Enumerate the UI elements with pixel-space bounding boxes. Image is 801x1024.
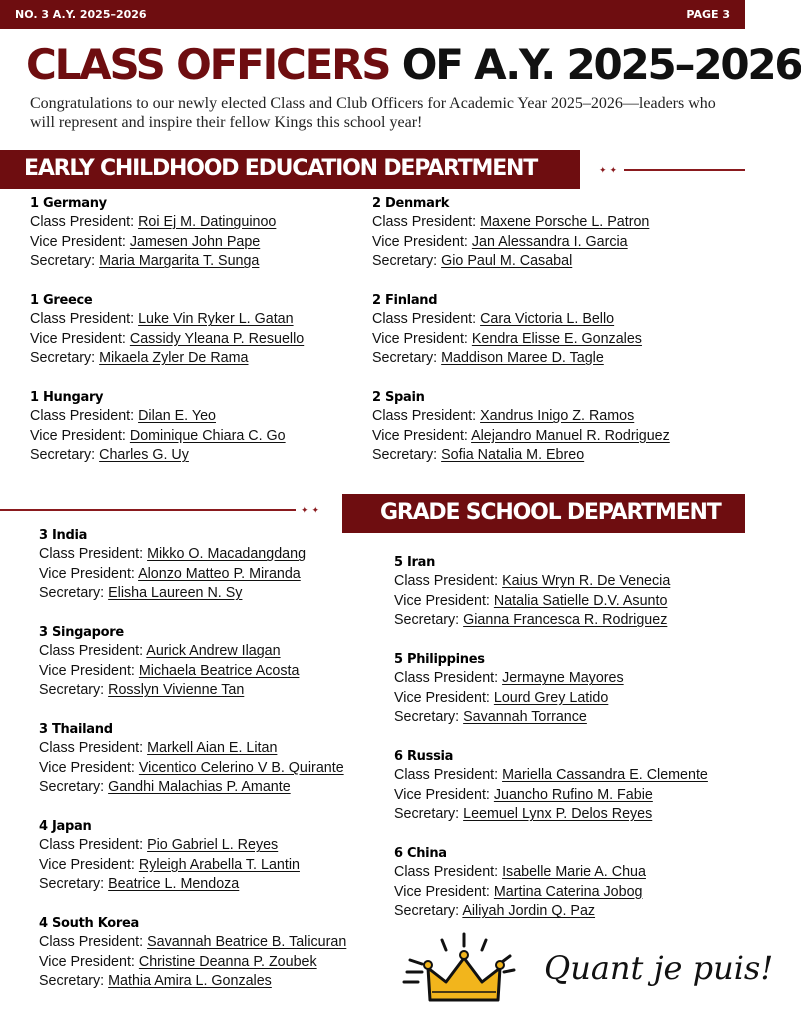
role-label: Vice President: — [39, 953, 139, 970]
class-block — [372, 388, 670, 466]
vice-president-row — [372, 427, 670, 446]
vice-president-name: Martina Caterina Jobog — [493, 883, 643, 900]
president-name: Xandrus Inigo Z. Ramos — [480, 408, 635, 425]
secretary-name: Maria Margarita T. Sunga — [99, 253, 260, 270]
vice-president-name: Natalia Satielle D.V. Asunto — [493, 592, 668, 609]
president-name: Maxene Porsche L. Patron — [480, 214, 650, 231]
role-label: Secretary: — [39, 973, 109, 990]
vice-president-row — [372, 330, 642, 349]
president-row — [39, 545, 306, 564]
class-block — [39, 526, 306, 604]
secretary-name: Leemuel Lynx P. Delos Reyes — [463, 806, 653, 823]
president-row — [30, 310, 304, 329]
role-label: Class President: — [394, 670, 503, 687]
role-label: Vice President: — [30, 330, 130, 347]
vice-president-row — [372, 233, 649, 252]
top-bar — [0, 0, 745, 29]
president-row — [39, 739, 344, 758]
class-name: 4 South Korea — [39, 916, 139, 931]
secretary-row — [30, 446, 286, 465]
president-name: Mariella Cassandra E. Clemente — [502, 767, 708, 784]
secretary-row — [30, 349, 304, 368]
class-name: 3 Singapore — [39, 625, 124, 640]
role-label: Secretary: — [39, 779, 109, 796]
role-label: Class President: — [394, 573, 503, 590]
role-label: Class President: — [30, 408, 139, 425]
title-part-2: OF A.Y. 2025–2026 — [389, 40, 801, 89]
president-name: Savannah Beatrice B. Talicuran — [147, 934, 347, 951]
role-label: Secretary: — [372, 350, 442, 367]
role-label: Class President: — [39, 643, 147, 660]
page-number: PAGE 3 — [686, 8, 730, 21]
president-name: Mikko O. Macadangdang — [147, 546, 307, 563]
secretary-row — [394, 708, 624, 727]
vice-president-name: Alejandro Manuel R. Rodriguez — [471, 427, 670, 444]
vice-president-row — [394, 592, 670, 611]
president-name: Cara Victoria L. Bello — [480, 311, 615, 328]
crown-icon — [402, 930, 532, 1010]
motto-text: Quant je puis! — [544, 949, 774, 987]
class-block — [372, 194, 649, 272]
president-row — [39, 836, 300, 855]
role-label: Secretary: — [394, 612, 464, 629]
role-label: Vice President: — [394, 689, 494, 706]
role-label: Secretary: — [30, 253, 100, 270]
section-banner-gs: GRADE SCHOOL DEPARTMENT — [342, 494, 745, 533]
role-label: Vice President: — [39, 662, 139, 679]
role-label: Vice President: — [39, 856, 139, 873]
role-label: Class President: — [39, 740, 148, 757]
secretary-row — [394, 611, 670, 630]
vice-president-name: Alonzo Matteo P. Miranda — [138, 565, 301, 582]
secretary-row — [39, 972, 346, 991]
role-label: Vice President: — [372, 427, 472, 444]
role-label: Secretary: — [39, 585, 109, 602]
role-label: Class President: — [394, 767, 503, 784]
role-label: Class President: — [39, 934, 148, 951]
secretary-name: Mikaela Zyler De Rama — [99, 350, 249, 367]
vice-president-row — [39, 662, 299, 681]
class-name: 1 Hungary — [30, 390, 104, 405]
page-title — [26, 40, 801, 90]
vice-president-row — [39, 565, 306, 584]
vice-president-name: Vicentico Celerino V B. Quirante — [138, 759, 344, 776]
role-label: Secretary: — [394, 903, 463, 920]
class-name: 3 India — [39, 528, 88, 543]
section-banner-ece: EARLY CHILDHOOD EDUCATION DEPARTMENT — [0, 150, 580, 189]
role-label: Secretary: — [394, 806, 464, 823]
secretary-name: Charles G. Uy — [99, 447, 189, 464]
class-block — [39, 914, 346, 992]
president-row — [39, 933, 346, 952]
divider-line — [0, 509, 296, 511]
vice-president-name: Jan Alessandra I. Garcia — [471, 233, 628, 250]
role-label: Secretary: — [30, 350, 100, 367]
president-name: Isabelle Marie A. Chua — [502, 864, 646, 881]
president-name: Markell Aian E. Litan — [147, 740, 278, 757]
vice-president-row — [394, 786, 708, 805]
president-row — [394, 572, 670, 591]
vice-president-name: Ryleigh Arabella T. Lantin — [138, 856, 300, 873]
class-name: 5 Iran — [394, 555, 436, 570]
vice-president-row — [394, 883, 646, 902]
role-label: Class President: — [30, 214, 139, 231]
president-name: Roi Ej M. Datinguinoo — [138, 214, 277, 231]
president-name: Kaius Wryn R. De Venecia — [502, 573, 671, 590]
role-label: Class President: — [372, 214, 481, 231]
secretary-row — [39, 584, 306, 603]
role-label: Vice President: — [394, 592, 494, 609]
president-row — [394, 669, 624, 688]
secretary-row — [372, 252, 649, 271]
secretary-row — [39, 681, 299, 700]
class-block — [394, 747, 708, 825]
role-label: Secretary: — [30, 447, 100, 464]
issue-label: NO. 3 A.Y. 2025–2026 — [15, 8, 147, 21]
secretary-name: Gio Paul M. Casabal — [441, 253, 573, 270]
president-name: Luke Vin Ryker L. Gatan — [138, 311, 294, 328]
motto — [540, 933, 774, 1013]
role-label: Class President: — [30, 311, 139, 328]
secretary-row — [39, 778, 344, 797]
class-block — [394, 844, 646, 922]
secretary-row — [372, 446, 670, 465]
secretary-name: Savannah Torrance — [463, 709, 587, 726]
class-block — [39, 720, 344, 798]
secretary-name: Gianna Francesca R. Rodriguez — [463, 612, 668, 629]
vice-president-name: Dominique Chiara C. Go — [129, 427, 286, 444]
role-label: Vice President: — [30, 233, 130, 250]
class-block — [394, 553, 670, 631]
role-label: Vice President: — [394, 786, 494, 803]
class-name: 2 Finland — [372, 293, 438, 308]
class-name: 4 Japan — [39, 819, 92, 834]
vice-president-name: Christine Deanna P. Zoubek — [138, 953, 317, 970]
vice-president-row — [30, 427, 286, 446]
role-label: Class President: — [372, 408, 481, 425]
role-label: Vice President: — [39, 759, 139, 776]
class-name: 2 Denmark — [372, 196, 450, 211]
president-row — [30, 407, 286, 426]
class-block — [30, 388, 286, 466]
secretary-name: Gandhi Malachias P. Amante — [108, 779, 291, 796]
role-label: Class President: — [372, 311, 481, 328]
vice-president-row — [394, 689, 624, 708]
secretary-row — [394, 902, 646, 921]
role-label: Secretary: — [39, 876, 109, 893]
secretary-name: Beatrice L. Mendoza — [108, 876, 240, 893]
secretary-row — [394, 805, 708, 824]
vice-president-row — [39, 759, 344, 778]
secretary-name: Sofia Natalia M. Ebreo — [441, 447, 585, 464]
class-name: 3 Thailand — [39, 722, 113, 737]
role-label: Vice President: — [39, 565, 139, 582]
role-label: Secretary: — [394, 709, 464, 726]
class-name: 6 China — [394, 846, 447, 861]
vice-president-name: Cassidy Yleana P. Resuello — [129, 330, 305, 347]
title-part-1: CLASS OFFICERS — [26, 40, 390, 89]
class-name: 6 Russia — [394, 749, 454, 764]
role-label: Class President: — [394, 864, 503, 881]
vice-president-row — [30, 233, 276, 252]
president-row — [372, 310, 642, 329]
role-label: Class President: — [39, 837, 148, 854]
vice-president-name: Juancho Rufino M. Fabie — [493, 786, 653, 803]
class-name: 1 Germany — [30, 196, 107, 211]
role-label: Vice President: — [372, 330, 472, 347]
divider-line — [624, 169, 745, 171]
vice-president-row — [30, 330, 304, 349]
president-row — [394, 766, 708, 785]
president-name: Jermayne Mayores — [502, 670, 624, 687]
secretary-name: Mathia Amira L. Gonzales — [108, 973, 272, 990]
sparkle-icon: ✦✦ — [599, 165, 621, 175]
president-row — [30, 213, 276, 232]
intro-paragraph: Congratulations to our newly elected Class and Club Officers for Academic Year 2025–2026—leaders who will represent and inspire their fellow Kings this school year! — [30, 95, 716, 131]
role-label: Vice President: — [30, 427, 130, 444]
class-name: 1 Greece — [30, 293, 93, 308]
role-label: Secretary: — [372, 447, 442, 464]
secretary-name: Rosslyn Vivienne Tan — [108, 682, 245, 699]
president-name: Pio Gabriel L. Reyes — [147, 837, 279, 854]
secretary-name: Elisha Laureen N. Sy — [108, 585, 243, 602]
secretary-row — [30, 252, 276, 271]
class-block — [30, 194, 276, 272]
class-block — [39, 623, 299, 701]
class-block — [394, 650, 624, 728]
secretary-name: Maddison Maree D. Tagle — [441, 350, 604, 367]
class-name: 5 Philippines — [394, 652, 485, 667]
president-row — [39, 642, 299, 661]
secretary-row — [39, 875, 300, 894]
president-row — [394, 863, 646, 882]
role-label: Vice President: — [394, 883, 494, 900]
class-block — [372, 291, 642, 369]
secretary-name: Ailiyah Jordin Q. Paz — [462, 903, 596, 920]
vice-president-name: Jamesen John Pape — [129, 233, 261, 250]
president-name: Aurick Andrew Ilagan — [146, 643, 281, 660]
president-row — [372, 213, 649, 232]
vice-president-row — [39, 856, 300, 875]
vice-president-row — [39, 953, 346, 972]
president-row — [372, 407, 670, 426]
role-label: Secretary: — [372, 253, 442, 270]
vice-president-name: Kendra Elisse E. Gonzales — [471, 330, 642, 347]
vice-president-name: Lourd Grey Latido — [493, 689, 609, 706]
role-label: Vice President: — [372, 233, 472, 250]
vice-president-name: Michaela Beatrice Acosta — [138, 662, 300, 679]
class-block — [30, 291, 304, 369]
secretary-row — [372, 349, 642, 368]
president-name: Dilan E. Yeo — [138, 408, 216, 425]
role-label: Class President: — [39, 546, 148, 563]
class-name: 2 Spain — [372, 390, 425, 405]
role-label: Secretary: — [39, 682, 109, 699]
sparkle-icon: ✦✦ — [301, 505, 323, 515]
class-block — [39, 817, 300, 895]
